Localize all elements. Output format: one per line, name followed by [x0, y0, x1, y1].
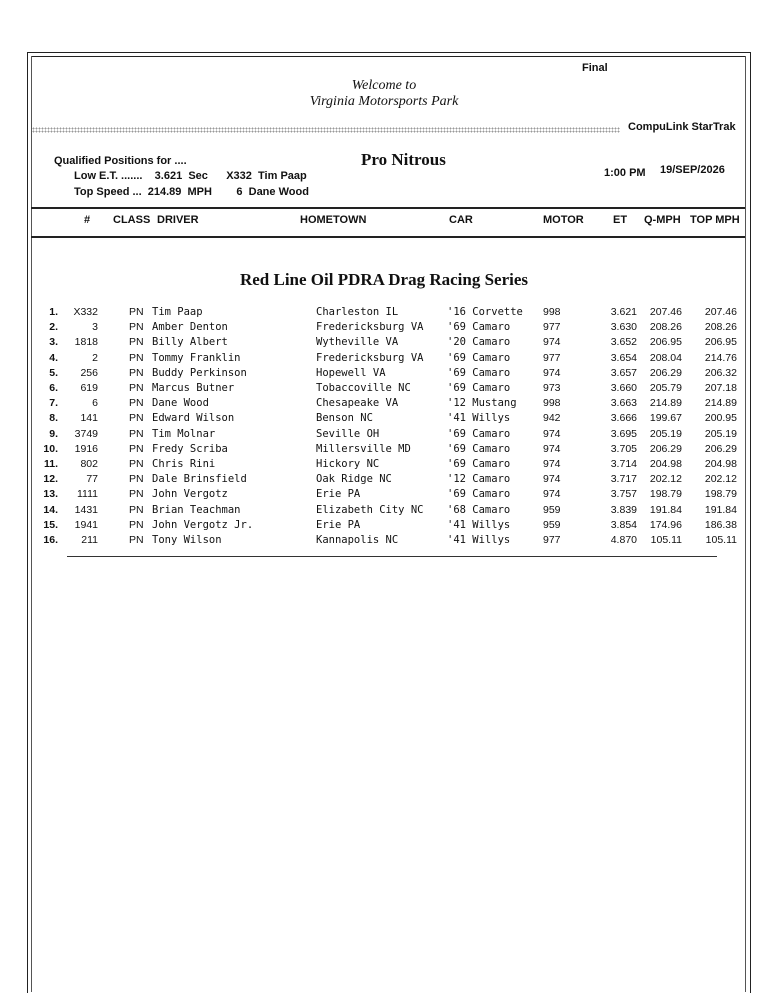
driver-cell: Chris Rini: [152, 458, 216, 470]
class-cell: PN: [129, 306, 144, 318]
dotted-divider: [32, 127, 620, 133]
hometown-cell: Wytheville VA: [316, 336, 399, 349]
column-header-driver: DRIVER: [157, 214, 199, 226]
car-number-cell: 1818: [74, 336, 98, 349]
top-mph-cell: 105.11: [705, 534, 737, 546]
class-cell: PN: [129, 534, 144, 546]
table-row: [0, 352, 768, 367]
qmph-cell: 198.79: [649, 488, 682, 501]
car-number-cell: 2: [92, 351, 98, 364]
position-cell: 15.: [43, 518, 58, 531]
car-cell: '68 Camaro: [447, 503, 511, 516]
hometown-cell: Elizabeth City NC: [316, 503, 424, 516]
qmph-cell: 207.46: [649, 306, 682, 318]
header-rule-top: [31, 207, 745, 209]
table-row: [0, 412, 768, 427]
car-number-cell: 77: [86, 473, 98, 486]
column-header-top-mph: TOP MPH: [690, 214, 740, 226]
motor-cell: 973: [543, 382, 561, 394]
et-cell: 3.657: [610, 366, 637, 379]
top-mph-cell: 204.98: [704, 458, 737, 470]
position-cell: 13.: [43, 488, 58, 501]
et-cell: 3.714: [610, 458, 637, 470]
qmph-cell: 174.96: [649, 518, 682, 531]
class-cell: PN: [129, 382, 144, 394]
position-cell: 6.: [49, 382, 58, 394]
car-cell: '69 Camaro: [447, 427, 511, 440]
event-date: 19/SEP/2026: [660, 164, 725, 176]
top-mph-cell: 205.19: [704, 427, 737, 440]
driver-cell: Buddy Perkinson: [152, 366, 247, 379]
class-cell: PN: [129, 442, 144, 455]
hometown-cell: Tobaccoville NC: [316, 382, 411, 394]
hometown-cell: Millersville MD: [316, 442, 411, 455]
car-cell: '41 Willys: [447, 534, 511, 546]
table-end-rule: [67, 556, 717, 557]
car-cell: '16 Corvette: [447, 306, 523, 318]
top-mph-cell: 214.89: [704, 397, 737, 410]
motor-cell: 974: [543, 458, 561, 470]
low-et-summary: Low E.T. ....... 3.621 Sec X332 Tim Paap: [74, 170, 307, 182]
position-cell: 3.: [49, 336, 58, 349]
driver-cell: John Vergotz Jr.: [152, 518, 254, 531]
top-mph-cell: 206.29: [704, 442, 737, 455]
motor-cell: 998: [543, 397, 561, 410]
car-number-cell: 1941: [74, 518, 98, 531]
driver-cell: Tommy Franklin: [152, 351, 241, 364]
top-mph-cell: 186.38: [704, 518, 737, 531]
hometown-cell: Chesapeake VA: [316, 397, 399, 410]
column-header-et: ET: [613, 214, 628, 226]
class-cell: PN: [129, 351, 144, 364]
top-mph-cell: 191.84: [704, 503, 737, 516]
hometown-cell: Hopewell VA: [316, 366, 386, 379]
car-number-cell: 802: [80, 458, 98, 470]
motor-cell: 974: [543, 427, 561, 440]
qmph-cell: 214.89: [649, 397, 682, 410]
table-row: [0, 473, 768, 488]
top-mph-cell: 206.95: [704, 336, 737, 349]
car-number-cell: 141: [80, 412, 98, 425]
qmph-cell: 202.12: [649, 473, 682, 486]
car-number-cell: 211: [81, 534, 98, 546]
qmph-cell: 206.29: [649, 366, 682, 379]
motor-cell: 977: [543, 534, 561, 546]
qmph-cell: 206.95: [649, 336, 682, 349]
top-mph-cell: 207.46: [704, 306, 737, 318]
car-cell: '41 Willys: [447, 412, 511, 425]
car-cell: '69 Camaro: [447, 382, 511, 394]
position-cell: 10.: [43, 442, 58, 455]
hometown-cell: Fredericksburg VA: [316, 351, 424, 364]
table-row: [0, 443, 768, 458]
top-mph-cell: 200.95: [704, 412, 737, 425]
welcome-line-1: Welcome to: [351, 78, 417, 93]
et-cell: 3.717: [610, 473, 637, 486]
position-cell: 12.: [43, 473, 58, 486]
et-cell: 3.757: [610, 488, 637, 501]
car-cell: '12 Camaro: [447, 473, 511, 486]
et-cell: 3.666: [610, 412, 637, 425]
driver-cell: Tony Wilson: [152, 534, 222, 546]
qmph-cell: 208.26: [649, 321, 682, 334]
class-cell: PN: [129, 427, 144, 440]
column-header-number: #: [84, 214, 91, 226]
qualified-positions-label: Qualified Positions for ....: [54, 155, 187, 167]
motor-cell: 974: [543, 488, 561, 501]
driver-cell: Dale Brinsfield: [152, 473, 247, 486]
car-cell: '12 Mustang: [447, 397, 517, 410]
position-cell: 1.: [49, 306, 58, 318]
et-cell: 3.654: [610, 351, 637, 364]
car-cell: '20 Camaro: [447, 336, 511, 349]
position-cell: 9.: [49, 427, 58, 440]
car-number-cell: 1431: [74, 503, 98, 516]
car-cell: '69 Camaro: [447, 366, 511, 379]
driver-cell: Fredy Scriba: [152, 442, 228, 455]
top-mph-cell: 207.18: [704, 382, 737, 394]
class-cell: PN: [129, 412, 144, 425]
hometown-cell: Kannapolis NC: [316, 534, 399, 546]
et-cell: 3.630: [610, 321, 637, 334]
car-number-cell: 1111: [76, 488, 98, 501]
car-cell: '41 Willys: [447, 518, 511, 531]
hometown-cell: Benson NC: [316, 412, 373, 425]
status-label: Final: [582, 62, 608, 74]
car-number-cell: 1916: [74, 442, 98, 455]
track-name: Virginia Motorsports Park: [309, 94, 459, 109]
class-cell: PN: [129, 503, 144, 516]
table-row: [0, 382, 768, 397]
et-cell: 3.854: [610, 518, 637, 531]
et-cell: 3.621: [610, 306, 637, 318]
qmph-cell: 206.29: [649, 442, 682, 455]
column-header-motor: MOTOR: [543, 214, 584, 226]
hometown-cell: Hickory NC: [316, 458, 380, 470]
qmph-cell: 105.11: [650, 534, 682, 546]
position-cell: 4.: [49, 351, 58, 364]
table-row: [0, 397, 768, 412]
car-number-cell: X332: [73, 306, 98, 318]
driver-cell: Amber Denton: [152, 321, 228, 334]
header-rule-bottom: [31, 236, 745, 238]
driver-cell: Billy Albert: [152, 336, 228, 349]
et-cell: 3.695: [610, 427, 637, 440]
position-cell: 16.: [43, 534, 58, 546]
motor-cell: 959: [543, 518, 561, 531]
class-cell: PN: [129, 518, 144, 531]
class-cell: PN: [129, 336, 144, 349]
top-mph-cell: 214.76: [704, 351, 737, 364]
position-cell: 14.: [43, 503, 58, 516]
class-cell: PN: [129, 488, 144, 501]
class-cell: PN: [129, 397, 144, 410]
position-cell: 7.: [49, 397, 58, 410]
hometown-cell: Fredericksburg VA: [316, 321, 424, 334]
motor-cell: 974: [543, 336, 561, 349]
qmph-cell: 199.67: [649, 412, 682, 425]
position-cell: 5.: [49, 366, 58, 379]
top-mph-cell: 198.79: [704, 488, 737, 501]
driver-cell: Tim Paap: [152, 306, 203, 318]
car-cell: '69 Camaro: [447, 488, 511, 501]
position-cell: 2.: [49, 321, 58, 334]
position-cell: 11.: [43, 458, 58, 470]
motor-cell: 977: [543, 321, 561, 334]
motor-cell: 977: [543, 351, 561, 364]
frame-inner-top: [31, 56, 745, 57]
et-cell: 3.652: [610, 336, 637, 349]
driver-cell: Edward Wilson: [152, 412, 235, 425]
driver-cell: Marcus Butner: [152, 382, 235, 394]
driver-cell: Dane Wood: [152, 397, 209, 410]
qmph-cell: 208.04: [649, 351, 682, 364]
et-cell: 3.839: [610, 503, 637, 516]
car-cell: '69 Camaro: [447, 442, 511, 455]
qmph-cell: 205.79: [649, 382, 682, 394]
hometown-cell: Charleston IL: [316, 306, 399, 318]
car-cell: '69 Camaro: [447, 351, 511, 364]
top-mph-cell: 206.32: [704, 366, 737, 379]
top-mph-cell: 208.26: [704, 321, 737, 334]
table-row: [0, 519, 768, 534]
table-row: [0, 504, 768, 519]
table-row: [0, 306, 768, 321]
table-row: [0, 428, 768, 443]
category-title: Pro Nitrous: [361, 150, 446, 169]
hometown-cell: Erie PA: [316, 518, 361, 531]
class-cell: PN: [129, 366, 144, 379]
column-header-qmph: Q-MPH: [644, 214, 681, 226]
driver-cell: Tim Molnar: [152, 427, 216, 440]
driver-cell: John Vergotz: [152, 488, 228, 501]
class-cell: PN: [129, 321, 144, 334]
table-row: [0, 321, 768, 336]
table-row: [0, 336, 768, 351]
motor-cell: 974: [543, 366, 561, 379]
car-number-cell: 3749: [74, 427, 98, 440]
car-number-cell: 6: [92, 397, 98, 410]
et-cell: 3.705: [610, 442, 637, 455]
class-cell: PN: [129, 458, 144, 470]
et-cell: 3.660: [610, 382, 637, 394]
et-cell: 3.663: [610, 397, 637, 410]
table-row: [0, 534, 768, 549]
system-name: CompuLink StarTrak: [628, 121, 736, 133]
car-cell: '69 Camaro: [447, 458, 511, 470]
column-header-hometown: HOMETOWN: [300, 214, 367, 226]
column-header-class: CLASS: [113, 214, 151, 226]
column-header-car: CAR: [449, 214, 473, 226]
top-mph-cell: 202.12: [704, 473, 737, 486]
et-cell: 4.870: [610, 534, 637, 546]
qmph-cell: 191.84: [649, 503, 682, 516]
car-number-cell: 619: [80, 382, 98, 394]
qmph-cell: 205.19: [649, 427, 682, 440]
hometown-cell: Erie PA: [316, 488, 361, 501]
series-title: Red Line Oil PDRA Drag Racing Series: [239, 270, 529, 289]
top-speed-summary: Top Speed ... 214.89 MPH 6 Dane Wood: [74, 186, 309, 198]
motor-cell: 959: [543, 503, 561, 516]
car-cell: '69 Camaro: [447, 321, 511, 334]
motor-cell: 974: [543, 442, 561, 455]
motor-cell: 942: [543, 412, 561, 425]
position-cell: 8.: [49, 412, 58, 425]
event-time: 1:00 PM: [604, 167, 646, 179]
motor-cell: 974: [543, 473, 561, 486]
hometown-cell: Seville OH: [316, 427, 380, 440]
car-number-cell: 256: [80, 366, 98, 379]
driver-cell: Brian Teachman: [152, 503, 241, 516]
table-row: [0, 367, 768, 382]
car-number-cell: 3: [92, 321, 98, 334]
hometown-cell: Oak Ridge NC: [316, 473, 392, 486]
class-cell: PN: [129, 473, 144, 486]
qmph-cell: 204.98: [649, 458, 682, 470]
motor-cell: 998: [543, 306, 561, 318]
table-row: [0, 458, 768, 473]
table-row: [0, 488, 768, 503]
